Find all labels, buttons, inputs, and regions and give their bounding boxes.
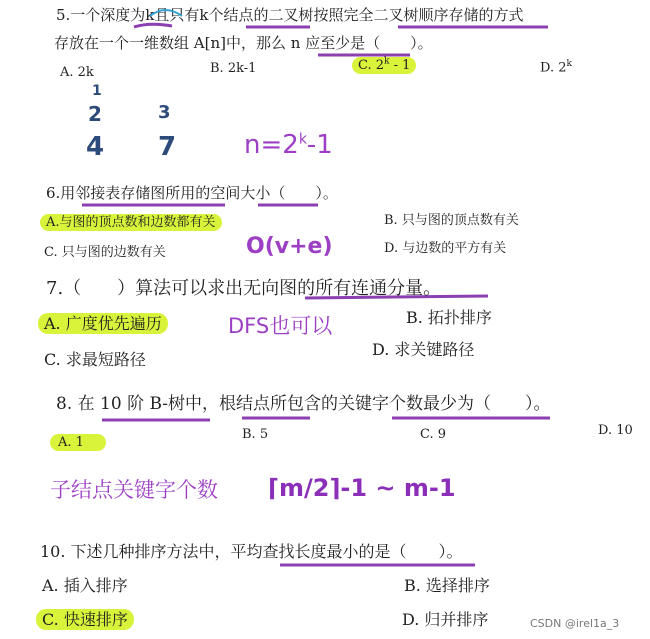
q8-stem [56, 396, 551, 413]
q8-option-c-text: C. 9 [420, 427, 447, 442]
q8-option-d-text: D. 10 [598, 423, 633, 438]
q8-option-a[interactable] [50, 436, 106, 449]
q5-stem-text-1: 5.一个深度为k且只有k个结点的二叉树按照完全二叉树顺序存储的方式 [56, 6, 524, 24]
q10-option-a[interactable] [42, 578, 128, 594]
q6-option-c-text: C. 只与图的边数有关 [44, 245, 166, 260]
q8-option-a-text: A. 1 [50, 434, 106, 451]
q6-option-b[interactable] [384, 214, 519, 227]
q6-option-c[interactable] [44, 246, 166, 259]
q7-option-a[interactable] [38, 316, 168, 332]
q7-option-b-text: B. 拓扑排序 [406, 308, 492, 327]
q5-option-c-highlight [352, 57, 416, 74]
q7-stem-text: 7.（ ）算法可以求出无向图的所有连通分量。 [46, 278, 442, 299]
q5-note-col1-bot: 4 [86, 132, 105, 162]
q7-option-b[interactable] [406, 310, 492, 326]
q10-option-d-text: D. 归并排序 [402, 610, 489, 629]
watermark: CSDN @irel1a_3 [530, 617, 620, 630]
q5-underline-depth [134, 24, 172, 27]
q7-option-d-text: D. 求关键路径 [372, 340, 475, 359]
q10-option-a-text: A. 插入排序 [42, 576, 128, 595]
q5-option-c-base: C. 2 [358, 58, 385, 74]
q10-option-b-text: B. 选择排序 [404, 576, 490, 595]
q10-option-c[interactable] [36, 612, 134, 628]
q6-stem-text: 6.用邻接表存储图所用的空间大小（ ）。 [46, 184, 338, 202]
q5-option-d-sup: k [566, 59, 572, 69]
q5-formula-tail: -1 [306, 130, 333, 160]
q8-option-b-text: B. 5 [242, 427, 269, 442]
q6-option-a-text: A.与图的顶点数和边数都有关 [40, 214, 222, 231]
q5-option-d-base: D. 2 [540, 60, 567, 76]
q10-option-c-text: C. 快速排序 [36, 609, 134, 630]
q8-option-b[interactable] [242, 428, 268, 441]
q6-option-d[interactable] [384, 242, 506, 255]
q6-option-a[interactable] [40, 216, 222, 229]
q5-stem-text-2: 存放在一个一维数组 A[n]中，那么 n 应至少是（ ）。 [54, 34, 433, 52]
q5-stem-line1 [56, 8, 524, 23]
q5-option-b-text: B. 2k-1 [210, 61, 257, 76]
q5-option-b[interactable] [210, 62, 256, 75]
q7-option-a-text: A. 广度优先遍历 [38, 313, 168, 334]
q8-option-d[interactable] [598, 424, 633, 437]
q7-option-c-text: C. 求最短路径 [44, 350, 146, 369]
q7-note: DFS也可以 [228, 314, 333, 338]
q6-option-b-text: B. 只与图的顶点数有关 [384, 213, 519, 228]
q6-option-d-text: D. 与边数的平方有关 [384, 241, 507, 256]
q5-option-a[interactable] [60, 66, 94, 79]
q5-stem-line2 [54, 36, 433, 51]
q6-note: O(v+e) [246, 234, 333, 259]
q10-option-d[interactable] [402, 612, 488, 628]
q10-stem-text: 10. 下述几种排序方法中，平均查找长度最小的是（ ）。 [40, 542, 463, 561]
q5-note-col1-top: 1 [92, 83, 102, 99]
q10-stem [40, 544, 463, 560]
q5-note-col2-top: 3 [158, 102, 171, 123]
q5-option-c-tail: - 1 [389, 58, 411, 74]
q7-stem [46, 280, 441, 298]
q5-option-d[interactable] [540, 60, 572, 74]
q5-note-col2-bot: 7 [158, 132, 177, 162]
q8-option-c[interactable] [420, 428, 446, 441]
q8-stem-text: 8. 在 10 阶 B-树中，根结点所包含的关键字个数最少为（ ）。 [56, 394, 551, 414]
q7-option-c[interactable] [44, 352, 146, 368]
q5-option-c-sup: k [384, 57, 390, 67]
q8-note-label: 子结点关键字个数 [50, 478, 218, 502]
q5-option-a-text: A. 2k [60, 65, 94, 80]
q7-option-d[interactable] [372, 342, 474, 358]
q5-formula-base: n=2 [244, 130, 299, 160]
q8-note-formula: ⌈m/2⌉-1 ~ m-1 [268, 474, 456, 502]
q10-option-b[interactable] [404, 578, 490, 594]
q5-note-formula [244, 132, 333, 158]
q5-note-col1-mid: 2 [88, 102, 102, 126]
q5-option-c[interactable] [352, 58, 416, 72]
q6-stem [46, 186, 338, 201]
q5-formula-sup: k [298, 131, 307, 148]
